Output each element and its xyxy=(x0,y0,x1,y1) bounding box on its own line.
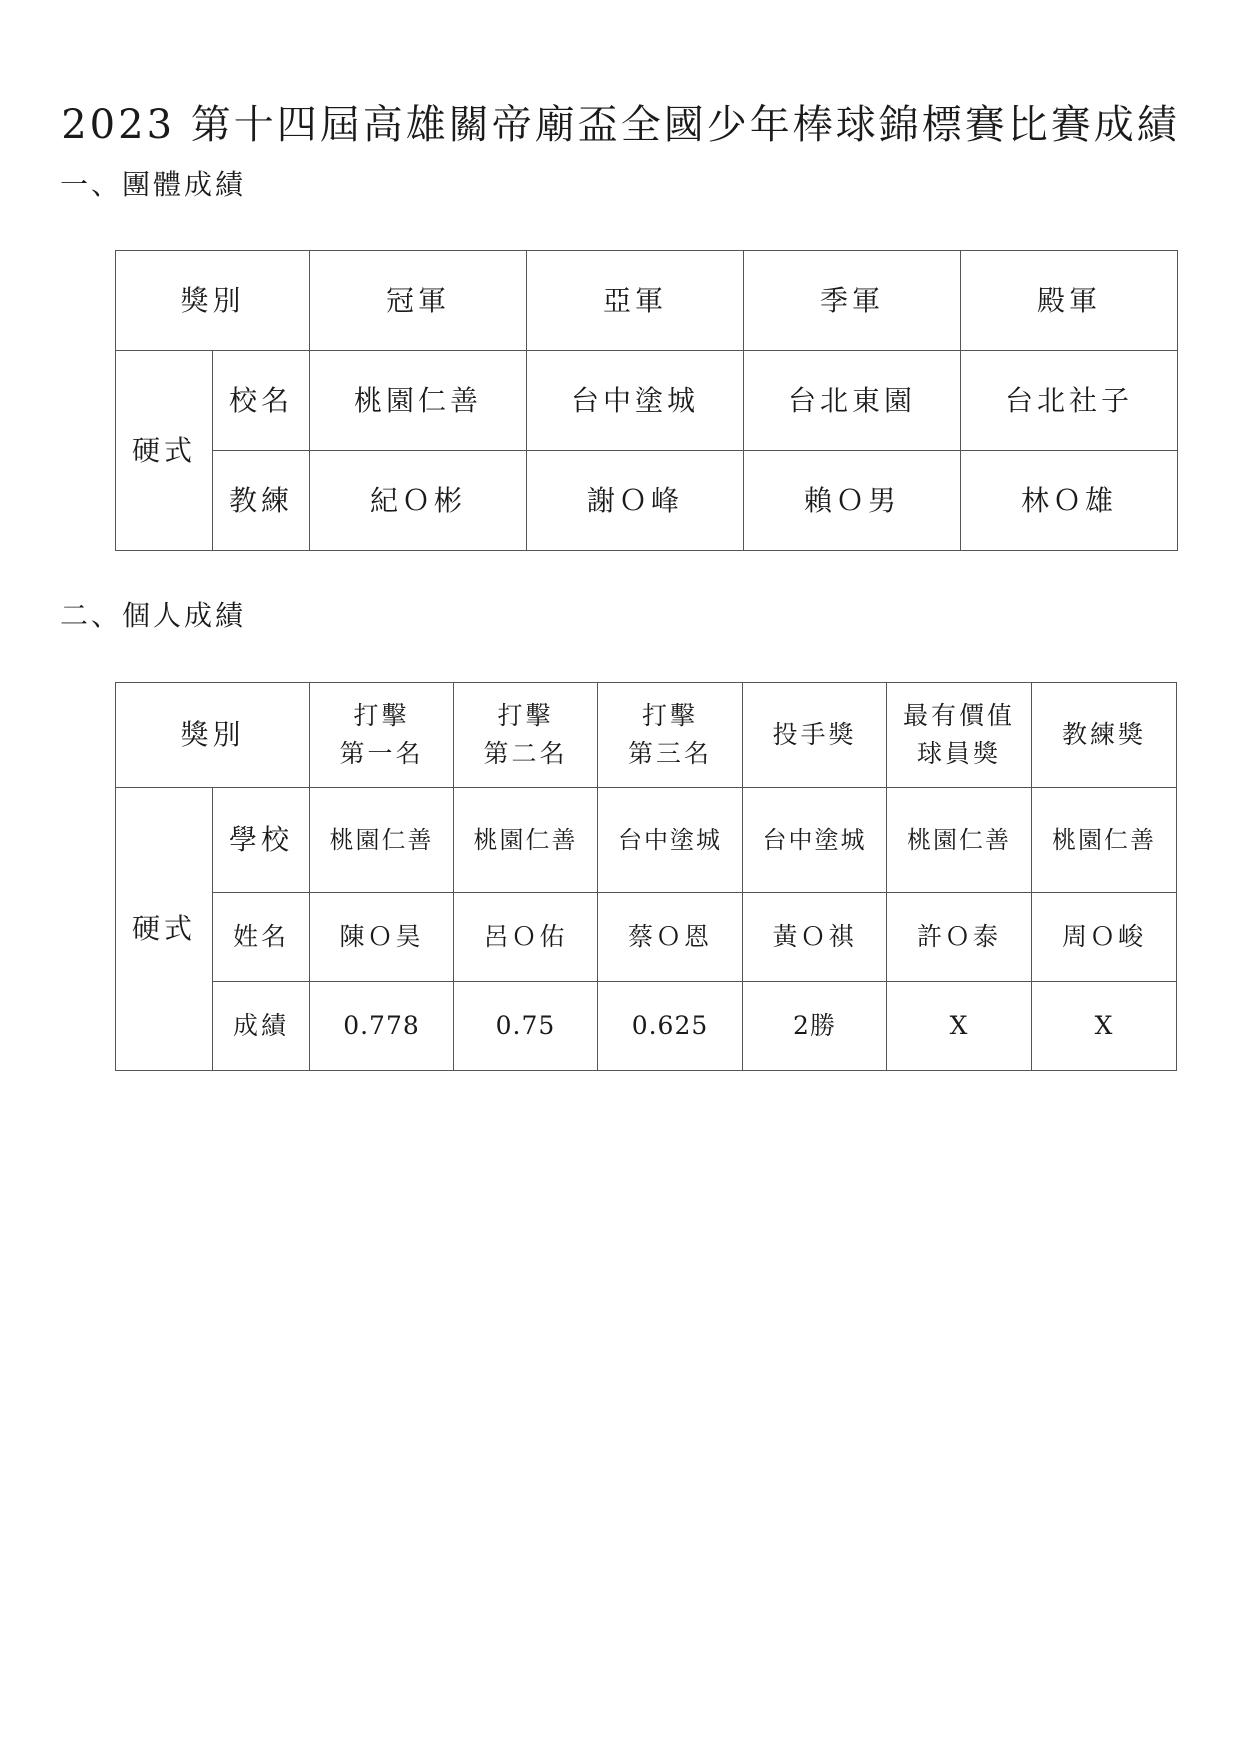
award-line-1: 最有價值 xyxy=(902,701,1015,730)
batting-first-name: 陳Ｏ昊 xyxy=(310,893,454,982)
runner-up-school: 台中塗城 xyxy=(527,351,744,451)
pitcher-award-school: 台中塗城 xyxy=(743,788,887,893)
fourth-place-school: 台北社子 xyxy=(961,351,1178,451)
coach-award-score: X xyxy=(1032,982,1177,1071)
award-line-2: 第二名 xyxy=(483,739,568,768)
coach-award-header: 教練獎 xyxy=(1032,683,1177,788)
award-line-2: 球員獎 xyxy=(916,739,1001,768)
champion-coach: 紀Ｏ彬 xyxy=(310,451,527,551)
pitcher-award-header: 投手獎 xyxy=(743,683,887,788)
pitcher-award-name: 黃Ｏ祺 xyxy=(743,893,887,982)
champion-header: 冠軍 xyxy=(310,251,527,351)
award-line-2: 第三名 xyxy=(627,739,712,768)
mvp-award-school: 桃園仁善 xyxy=(887,788,1032,893)
batting-third-school: 台中塗城 xyxy=(598,788,743,893)
individual-results-table xyxy=(115,682,1177,1071)
batting-first-school: 桃園仁善 xyxy=(310,788,454,893)
mvp-award-name: 許Ｏ泰 xyxy=(887,893,1032,982)
mvp-award-header xyxy=(887,683,1032,788)
runner-up-coach: 謝Ｏ峰 xyxy=(527,451,744,551)
category-header: 獎別 xyxy=(116,251,310,351)
batting-second-school: 桃園仁善 xyxy=(454,788,598,893)
batting-second-score: 0.75 xyxy=(454,982,598,1071)
award-line-2: 第一名 xyxy=(339,739,424,768)
third-place-school: 台北東園 xyxy=(744,351,961,451)
batting-second-name: 呂Ｏ佑 xyxy=(454,893,598,982)
champion-school: 桃園仁善 xyxy=(310,351,527,451)
batting-third-name: 蔡Ｏ恩 xyxy=(598,893,743,982)
document-title: 2023 第十四屆高雄關帝廟盃全國少年棒球錦標賽比賽成績 xyxy=(61,102,1180,148)
third-place-coach: 賴Ｏ男 xyxy=(744,451,961,551)
team-coach-row xyxy=(116,451,1178,551)
award-line-1: 打擊 xyxy=(641,701,698,730)
row-label-school: 學校 xyxy=(213,788,310,893)
batting-third-score: 0.625 xyxy=(598,982,743,1071)
third-place-header: 季軍 xyxy=(744,251,961,351)
batting-first-score: 0.778 xyxy=(310,982,454,1071)
individual-score-row xyxy=(116,982,1177,1071)
fourth-place-coach: 林Ｏ雄 xyxy=(961,451,1178,551)
fourth-place-header: 殿軍 xyxy=(961,251,1178,351)
batting-second-header xyxy=(454,683,598,788)
individual-name-row xyxy=(116,893,1177,982)
team-header-row xyxy=(116,251,1178,351)
runner-up-header: 亞軍 xyxy=(527,251,744,351)
coach-award-school: 桃園仁善 xyxy=(1032,788,1177,893)
pitcher-award-score: 2勝 xyxy=(743,982,887,1071)
individual-header-row xyxy=(116,683,1177,788)
row-label-coach: 教練 xyxy=(213,451,310,551)
row-label-school: 校名 xyxy=(213,351,310,451)
team-results-heading: 一、團體成績 xyxy=(60,168,247,201)
row-label-name: 姓名 xyxy=(213,893,310,982)
team-school-row xyxy=(116,351,1178,451)
individual-school-row xyxy=(116,788,1177,893)
row-label-score: 成績 xyxy=(213,982,310,1071)
coach-award-name: 周Ｏ峻 xyxy=(1032,893,1177,982)
award-line-1: 打擊 xyxy=(497,701,554,730)
batting-third-header xyxy=(598,683,743,788)
division-label: 硬式 xyxy=(116,788,213,1071)
team-results-table xyxy=(115,250,1178,551)
mvp-award-score: X xyxy=(887,982,1032,1071)
individual-results-heading: 二、個人成績 xyxy=(60,599,247,632)
batting-first-header xyxy=(310,683,454,788)
award-line-1: 打擊 xyxy=(353,701,410,730)
division-label: 硬式 xyxy=(116,351,213,551)
category-header: 獎別 xyxy=(116,683,310,788)
